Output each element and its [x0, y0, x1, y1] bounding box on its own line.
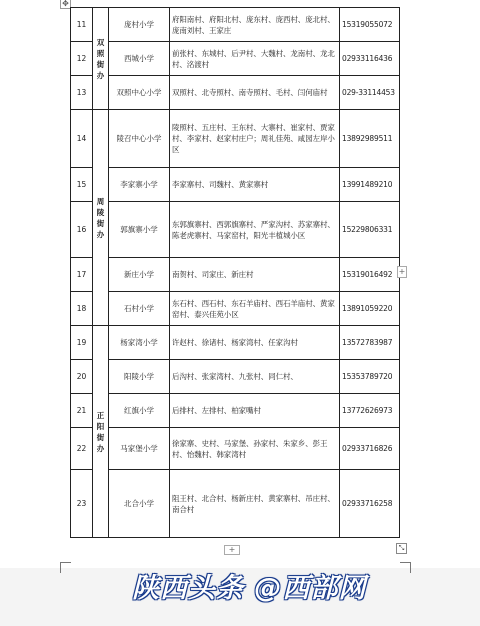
phone-number: 13891059220	[340, 292, 400, 326]
table-row	[71, 76, 400, 110]
school-name: 北合小学	[109, 470, 170, 538]
row-number: 14	[71, 110, 93, 168]
table-row	[71, 360, 400, 394]
row-number: 11	[71, 8, 93, 42]
village-list: 南贺村、司家庄、新庄村	[170, 258, 340, 292]
school-name: 庞村小学	[109, 8, 170, 42]
school-name: 郭旗寨小学	[109, 202, 170, 258]
page-crop-mark	[400, 562, 411, 573]
table-row	[71, 110, 400, 168]
village-list: 后沟村、张家湾村、九张村、同仁村、	[170, 360, 340, 394]
phone-number: 15229806331	[340, 202, 400, 258]
phone-number: 15319016492	[340, 258, 400, 292]
school-name: 新庄小学	[109, 258, 170, 292]
school-name: 红旗小学	[109, 394, 170, 428]
watermark-text: 陕西头条 @西部网	[132, 573, 367, 604]
table-row	[71, 202, 400, 258]
phone-number: 02933116436	[340, 42, 400, 76]
table-resize-handle-icon[interactable]: ⤡	[396, 543, 407, 554]
table-move-handle-icon[interactable]: ✥	[60, 0, 71, 9]
street-office: 双照街办	[93, 8, 109, 110]
school-name: 陵召中心小学	[109, 110, 170, 168]
village-list: 府阳南村、府阳北村、庞东村、庞西村、庞北村、庞南刘村、王家庄	[170, 8, 340, 42]
school-name: 石村小学	[109, 292, 170, 326]
add-column-button[interactable]: +	[398, 267, 406, 276]
table-row	[71, 8, 400, 42]
street-office: 周陵街办	[93, 110, 109, 326]
village-list: 许赵村、徐诸村、杨家湾村、任家沟村	[170, 326, 340, 360]
phone-number: 13772626973	[340, 394, 400, 428]
table-row	[71, 394, 400, 428]
village-list: 前张村、东城村、后尹村、大魏村、龙南村、龙北村、洺渡村	[170, 42, 340, 76]
phone-number: 15319055072	[340, 8, 400, 42]
phone-number: 13572783987	[340, 326, 400, 360]
school-name: 马家堡小学	[109, 428, 170, 470]
village-list: 陵照村、五庄村、王东村、大寨村、崔家村、贾家村、李家村、赵家村庄户；周礼佳苑、咸园左岸小区	[170, 110, 340, 168]
phone-number: 02933716258	[340, 470, 400, 538]
phone-number: 029-33114453	[340, 76, 400, 110]
table-row	[71, 470, 400, 538]
village-list: 双照村、北寺照村、南寺照村、毛村、闫何庙村	[170, 76, 340, 110]
school-name: 西城小学	[109, 42, 170, 76]
phone-number: 15353789720	[340, 360, 400, 394]
row-number: 22	[71, 428, 93, 470]
table-row	[71, 326, 400, 360]
row-number: 15	[71, 168, 93, 202]
village-list: 东郭旗寨村、西郭旗寨村、严家沟村、苏家寨村、陈老虎寨村、马家窑村，阳光丰植城小区	[170, 202, 340, 258]
row-number: 17	[71, 258, 93, 292]
row-number: 23	[71, 470, 93, 538]
street-office: 正阳街办	[93, 326, 109, 538]
row-number: 16	[71, 202, 93, 258]
table-row	[71, 292, 400, 326]
school-name: 阳陵小学	[109, 360, 170, 394]
table-row	[71, 42, 400, 76]
table-row	[71, 258, 400, 292]
phone-number: 02933716826	[340, 428, 400, 470]
village-list: 李家寨村、司魏村、黄家寨村	[170, 168, 340, 202]
phone-number: 13892989511	[340, 110, 400, 168]
row-number: 18	[71, 292, 93, 326]
row-number: 19	[71, 326, 93, 360]
row-number: 20	[71, 360, 93, 394]
school-name: 杨家湾小学	[109, 326, 170, 360]
page-crop-mark	[60, 562, 71, 573]
school-name: 双照中心小学	[109, 76, 170, 110]
village-list: 东石村、西石村、东石羊庙村、西石羊庙村、黄家窑村、泰兴佳苑小区	[170, 292, 340, 326]
table-row	[71, 428, 400, 470]
phone-number: 13991489210	[340, 168, 400, 202]
add-row-button[interactable]: +	[224, 545, 240, 555]
row-number: 21	[71, 394, 93, 428]
schools-table	[70, 7, 400, 538]
village-list: 徐家寨、史村、马家堡、孙家村、朱家乡、彭王村、怡魏村、韩家湾村	[170, 428, 340, 470]
row-number: 13	[71, 76, 93, 110]
school-name: 李家寨小学	[109, 168, 170, 202]
table-row	[71, 168, 400, 202]
village-list: 后排村、左排村、柏家嘴村	[170, 394, 340, 428]
row-number: 12	[71, 42, 93, 76]
village-list: 阻王村、北合村、杨新庄村、黄家寨村、吊庄村、南合村	[170, 470, 340, 538]
